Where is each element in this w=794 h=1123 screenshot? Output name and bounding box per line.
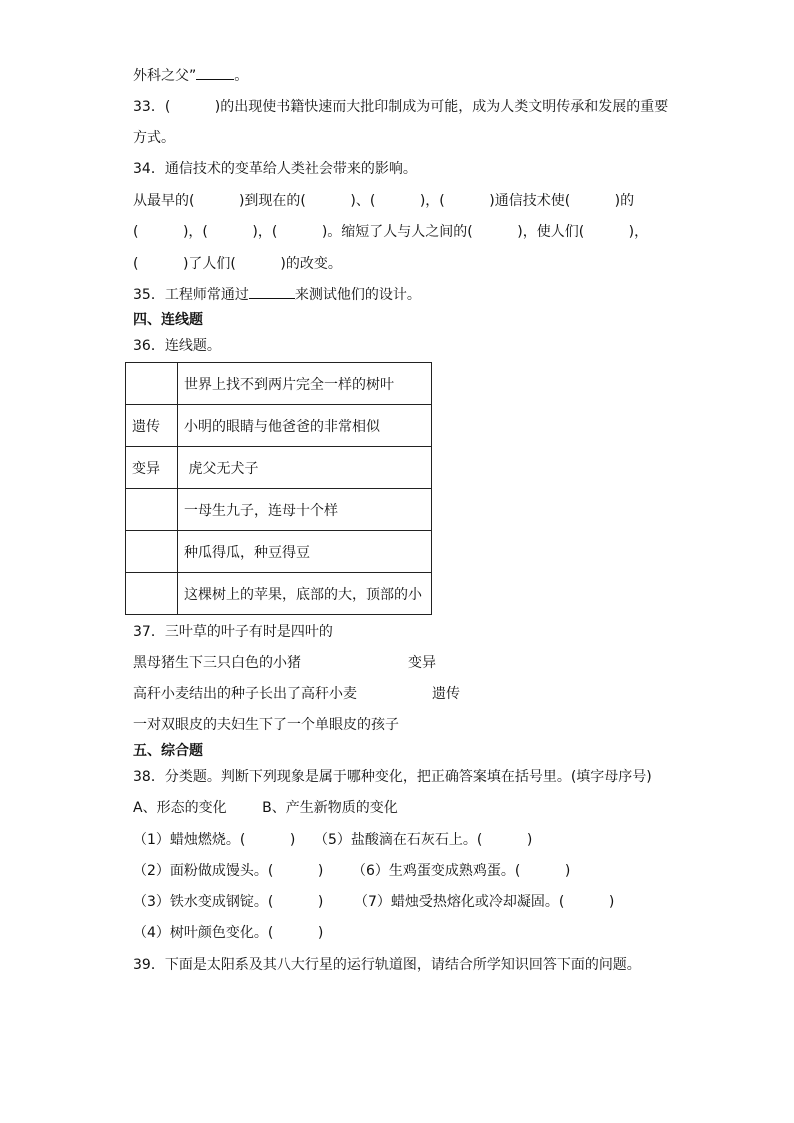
- table-row: [126, 573, 432, 615]
- table-cell-right: 种瓜得瓜，种豆得豆: [178, 531, 432, 573]
- q34-line3: ( )了人们( )的改变。: [133, 256, 342, 272]
- q38-item-7: （7）蜡烛受热熔化或冷却凝固。( ): [354, 894, 615, 910]
- q38-item-4: （4）树叶颜色变化。( ): [133, 925, 324, 941]
- table-cell-right: 世界上找不到两片完全一样的树叶: [178, 363, 432, 405]
- table-cell-left: [126, 489, 178, 531]
- q38-item-6: （6）生鸡蛋变成熟鸡蛋。( ): [352, 863, 571, 879]
- table-cell-right: 一母生九子，连母十个样: [178, 489, 432, 531]
- table-cell-left: [126, 531, 178, 573]
- q32-tail-text: 外科之父”: [133, 68, 197, 84]
- table-row: [126, 489, 432, 531]
- table-row: [126, 447, 432, 489]
- q35-after: 来测试他们的设计。: [294, 287, 421, 303]
- table-cell-left: 变异: [126, 447, 178, 489]
- table-cell-left: 遗传: [126, 405, 178, 447]
- table-row: [126, 405, 432, 447]
- q34-title: 34．通信技术的变革给人类社会带来的影响。: [133, 161, 417, 177]
- q35-before: 35．工程师常通过: [133, 287, 249, 303]
- q34-line2: ( )，( )，( )。缩短了人与人之间的( )，使人们( )，: [133, 224, 649, 240]
- q35: [133, 285, 421, 305]
- table-cell-right: 这棵树上的苹果，底部的大，顶部的小: [178, 573, 432, 615]
- q35-answer-blank[interactable]: [249, 298, 295, 299]
- table-row: [126, 363, 432, 405]
- q38-item-2: （2）面粉做成馒头。( ): [133, 863, 324, 879]
- q38-item-3: （3）铁水变成钢锭。( ): [133, 894, 324, 910]
- table-cell-left: [126, 363, 178, 405]
- q34-line1: 从最早的( )到现在的( )、( )，( )通信技术使( )的: [133, 193, 635, 209]
- q36-matching-table: [125, 362, 432, 615]
- table-cell-right: 虎父无犬子: [178, 447, 432, 489]
- q32-tail-end: 。: [234, 68, 249, 84]
- section-5-heading: 五、综合题: [133, 743, 203, 759]
- table-cell-right: 小明的眼睛与他爸爸的非常相似: [178, 405, 432, 447]
- q37-item-3: 一对双眼皮的夫妇生下了一个单眼皮的孩子: [133, 717, 399, 733]
- q39-title: 39．下面是太阳系及其八大行星的运行轨道图，请结合所学知识回答下面的问题。: [133, 957, 641, 973]
- table-cell-left: [126, 573, 178, 615]
- q38-item-1: （1）蜡烛燃烧。( ): [133, 832, 296, 848]
- q37-label-heredity: 遗传: [432, 686, 460, 702]
- q38-options: A、形态的变化 B、产生新物质的变化: [133, 800, 398, 816]
- q33-line2: 方式。: [133, 130, 175, 146]
- q37-item-2: 高秆小麦结出的种子长出了高秆小麦: [133, 686, 357, 702]
- q32-tail: [133, 66, 248, 86]
- q38-item-5: （5）盐酸滴在石灰石上。( ): [314, 832, 533, 848]
- q32-answer-blank[interactable]: [196, 79, 234, 80]
- q37-item-1: 黑母猪生下三只白色的小猪: [133, 655, 301, 671]
- q38-title: 38．分类题。判断下列现象是属于哪种变化，把正确答案填在括号里。(填字母序号): [133, 769, 652, 785]
- section-4-heading: 四、连线题: [133, 312, 203, 328]
- q33-line1: 33．( )的出现使书籍快速而大批印制成为可能，成为人类文明传承和发展的重要: [133, 99, 669, 115]
- q37-label-variation: 变异: [408, 655, 436, 671]
- q36-title: 36．连线题。: [133, 338, 221, 354]
- q37-title: 37．三叶草的叶子有时是四叶的: [133, 624, 333, 640]
- table-row: [126, 531, 432, 573]
